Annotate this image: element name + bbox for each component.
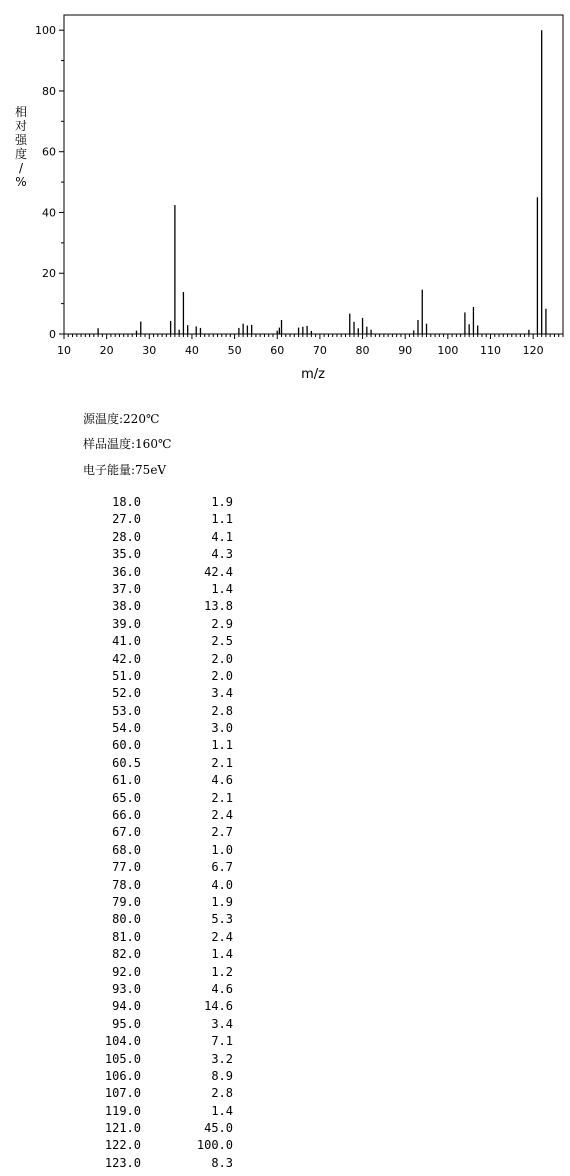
peak-mz-value: 28.0 [112, 529, 141, 544]
y-axis-label-char: 强 [14, 133, 28, 147]
peak-mz-value: 60.0 [112, 738, 141, 753]
source-temperature: 源温度:220℃ [83, 412, 160, 426]
peak-intensity-value: 1.4 [211, 947, 233, 962]
peak-intensity-value: 2.8 [211, 703, 233, 718]
peak-intensity-value: 3.2 [211, 1051, 233, 1066]
peak-mz-value: 104.0 [104, 1034, 141, 1049]
peak-intensity-value: 8.9 [211, 1068, 233, 1083]
peak-intensity-value: 2.7 [211, 825, 233, 840]
spectrum-peaks [98, 30, 546, 334]
peak-intensity-value: 1.1 [211, 512, 233, 527]
peak-mz-value: 66.0 [112, 808, 141, 823]
peak-mz-value: 94.0 [112, 999, 141, 1014]
peak-intensity-value: 2.9 [211, 616, 233, 631]
peak-mz-value: 77.0 [112, 860, 141, 875]
x-tick-label: 60 [270, 344, 285, 357]
peak-intensity-value: 1.9 [211, 495, 233, 509]
peak-mz-value: 61.0 [112, 773, 141, 788]
peak-mz-value: 65.0 [112, 790, 141, 805]
peak-mz-value: 68.0 [112, 842, 141, 857]
peak-intensity-value: 5.3 [211, 912, 233, 927]
peak-mz-value: 42.0 [112, 651, 141, 666]
y-tick-label: 60 [42, 145, 56, 159]
peak-mz-value: 119.0 [104, 1103, 141, 1118]
peak-mz-value: 92.0 [112, 964, 141, 979]
x-tick-label: 120 [522, 344, 544, 357]
x-tick-label: 40 [184, 344, 199, 357]
peak-intensity-value: 3.4 [211, 1016, 233, 1031]
plot-frame [64, 15, 563, 334]
peak-mz-value: 81.0 [112, 929, 141, 944]
y-axis-label-char: 对 [14, 119, 28, 133]
peak-mz-value: 53.0 [112, 703, 141, 718]
peak-intensity-value: 1.2 [211, 964, 233, 979]
mass-spectrum-chart [0, 0, 570, 390]
y-axis-label [15, 104, 28, 189]
peak-intensity-value: 2.0 [211, 651, 233, 666]
peak-mz-value: 54.0 [112, 721, 141, 736]
x-tick-label: 10 [57, 344, 71, 357]
peak-mz-value: 82.0 [112, 947, 141, 962]
peak-intensity-value: 2.4 [211, 929, 233, 944]
peak-intensity-value: 2.4 [211, 808, 233, 823]
peak-mz-value: 93.0 [112, 981, 141, 996]
peak-mz-value: 79.0 [112, 894, 141, 909]
peak-mz-value: 39.0 [112, 616, 141, 631]
peak-intensity-value: 1.4 [211, 581, 233, 596]
peak-mz-value: 52.0 [112, 686, 141, 701]
peak-mz-value: 36.0 [112, 564, 141, 579]
peak-intensity-value: 4.6 [211, 773, 233, 788]
peak-mz-value: 107.0 [104, 1086, 141, 1101]
peak-mz-value: 27.0 [112, 512, 141, 527]
y-axis-label-char: 度 [14, 147, 28, 161]
y-axis-ticks [35, 24, 64, 341]
peak-intensity-value: 4.0 [211, 877, 233, 892]
y-tick-label: 20 [42, 267, 56, 281]
peak-intensity-value: 6.7 [211, 860, 233, 875]
peak-intensity-value: 3.4 [211, 686, 233, 701]
peak-mz-value: 60.5 [112, 755, 141, 770]
peak-mz-value: 35.0 [112, 547, 141, 562]
peak-mz-value: 123.0 [104, 1155, 141, 1170]
x-tick-label: 70 [312, 344, 327, 357]
peak-intensity-value: 8.3 [211, 1155, 233, 1170]
peak-intensity-value: 2.5 [211, 634, 233, 649]
x-tick-label: 100 [437, 344, 459, 357]
peak-intensity-value: 1.4 [211, 1103, 233, 1118]
peak-intensity-value: 13.8 [204, 599, 233, 614]
peak-intensity-value: 100.0 [196, 1138, 233, 1153]
peak-intensity-value: 2.1 [211, 790, 233, 805]
y-axis-label-char: % [15, 175, 27, 189]
x-tick-label: 50 [227, 344, 242, 357]
peak-mz-value: 38.0 [112, 599, 141, 614]
peak-intensity-value: 4.6 [211, 981, 233, 996]
peak-intensity-value: 42.4 [204, 564, 233, 579]
sample-temperature: 样品温度:160℃ [83, 437, 172, 451]
peak-mz-value: 37.0 [112, 581, 141, 596]
peak-mz-value: 41.0 [112, 634, 141, 649]
peak-intensity-value: 2.1 [211, 755, 233, 770]
peak-mz-value: 95.0 [112, 1016, 141, 1031]
peak-mz-value: 121.0 [104, 1121, 141, 1136]
x-axis-ticks [57, 334, 563, 357]
x-tick-label: 110 [479, 344, 501, 357]
peak-mz-value: 18.0 [112, 495, 141, 509]
peak-intensity-value: 1.0 [211, 842, 233, 857]
peak-intensity-value: 14.6 [204, 999, 233, 1014]
peak-intensity-value: 2.8 [211, 1086, 233, 1101]
peak-intensity-value: 7.1 [211, 1034, 233, 1049]
peak-mz-value: 67.0 [112, 825, 141, 840]
peak-mz-value: 51.0 [112, 668, 141, 683]
x-axis-label: m/z [301, 367, 325, 382]
x-tick-label: 90 [398, 344, 413, 357]
y-tick-label: 0 [49, 328, 56, 341]
y-axis-label-char: / [18, 161, 24, 175]
y-axis-label-char: 相 [14, 105, 28, 119]
peak-intensity-value: 4.1 [211, 529, 233, 544]
x-tick-label: 20 [99, 344, 114, 357]
electron-energy: 电子能量:75eV [83, 463, 167, 477]
x-tick-label: 80 [355, 344, 370, 357]
peak-intensity-value: 1.9 [211, 894, 233, 909]
peak-intensity-value: 4.3 [211, 547, 233, 562]
peak-intensity-value: 1.1 [211, 738, 233, 753]
peak-mz-value: 105.0 [104, 1051, 141, 1066]
x-tick-label: 30 [142, 344, 157, 357]
peak-mz-value: 122.0 [104, 1138, 141, 1153]
y-tick-label: 100 [35, 24, 56, 38]
peak-mz-value: 80.0 [112, 912, 141, 927]
peak-mz-value: 106.0 [104, 1068, 141, 1083]
peak-intensity-value: 45.0 [204, 1121, 233, 1136]
y-tick-label: 40 [42, 206, 56, 220]
peak-intensity-value: 3.0 [211, 721, 233, 736]
peak-intensity-value: 2.0 [211, 668, 233, 683]
peak-mz-value: 78.0 [112, 877, 141, 892]
y-tick-label: 80 [42, 84, 56, 98]
